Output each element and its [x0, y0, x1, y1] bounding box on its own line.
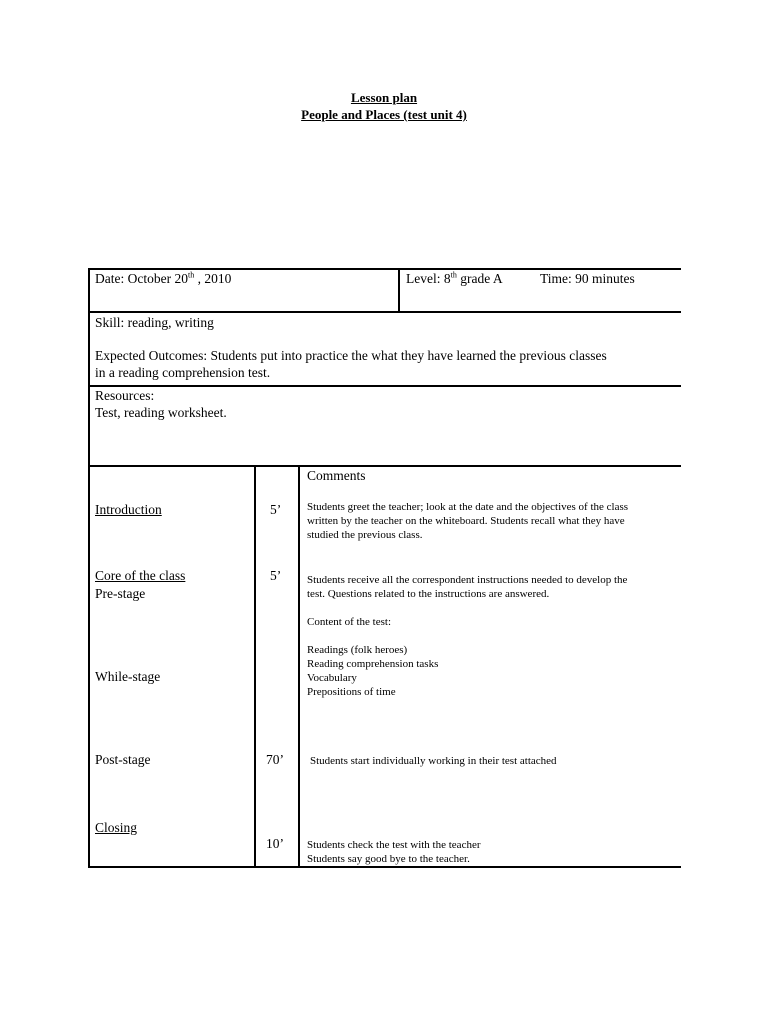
post-stage-label: Post-stage: [95, 752, 151, 767]
introduction-label: Introduction: [95, 502, 162, 517]
closing-comment-1: Students check the test with the teacher: [307, 839, 481, 851]
expected-outcomes-line1: Expected Outcomes: Students put into practice the what they have learned the previous classes: [95, 348, 607, 363]
level-rest: grade A: [456, 271, 503, 286]
core-label: Core of the class: [95, 568, 186, 583]
content-item: Vocabulary: [307, 672, 357, 684]
level-label: Level: 8: [406, 271, 451, 286]
comments-header: Comments: [307, 468, 366, 483]
introduction-comment-1: Students greet the teacher; look at the date and the objectives of the class: [307, 501, 629, 513]
introduction-time: 5’: [270, 502, 282, 517]
skill-text: Skill: reading, writing: [95, 315, 214, 330]
introduction-comment-3: studied the previous class.: [307, 529, 423, 541]
row-divider-skill: [88, 385, 681, 387]
level-sup: th: [450, 270, 457, 280]
resources-value: Test, reading worksheet.: [95, 405, 227, 420]
closing-label: Closing: [95, 820, 138, 835]
row-divider-resources: [88, 465, 681, 467]
closing-time: 10’: [266, 836, 284, 851]
date-sup: th: [187, 270, 195, 280]
document-title: Lesson plan: [350, 90, 418, 105]
pre-stage-label: Pre-stage: [95, 586, 146, 601]
content-item: Prepositions of time: [307, 686, 396, 698]
document-subtitle: People and Places (test unit 4): [301, 107, 467, 122]
post-stage-comment: Students start individually working in their test attached: [310, 755, 557, 767]
post-stage-time: 70’: [266, 752, 284, 767]
core-comment-2: test. Questions related to the instructions are answered.: [307, 588, 550, 600]
core-comment-1: Students receive all the correspondent instructions needed to develop the: [307, 574, 628, 586]
expected-outcomes-line2: in a reading comprehension test.: [95, 365, 271, 380]
content-item: Reading comprehension tasks: [307, 658, 439, 670]
content-item: Readings (folk heroes): [307, 644, 408, 656]
while-stage-label: While-stage: [95, 669, 161, 684]
content-title: Content of the test:: [307, 616, 392, 628]
level-cell: [406, 270, 503, 287]
core-time: 5’: [270, 568, 282, 583]
date-year: , 2010: [194, 271, 232, 286]
row-divider-info: [88, 311, 681, 313]
date-label: Date: October 20: [95, 271, 188, 286]
resources-label: Resources:: [95, 388, 155, 403]
date-cell: [95, 270, 231, 287]
introduction-comment-2: written by the teacher on the whiteboard. Students recall what they have: [307, 515, 625, 527]
closing-comment-2: Students say good bye to the teacher.: [307, 853, 470, 865]
col-divider-stage: [254, 465, 256, 868]
time-cell: Time: 90 minutes: [540, 271, 635, 286]
table-border-left: [88, 268, 90, 868]
col-divider-time: [298, 465, 300, 868]
col-divider-info: [398, 268, 400, 313]
table-border-bottom: [88, 866, 681, 868]
